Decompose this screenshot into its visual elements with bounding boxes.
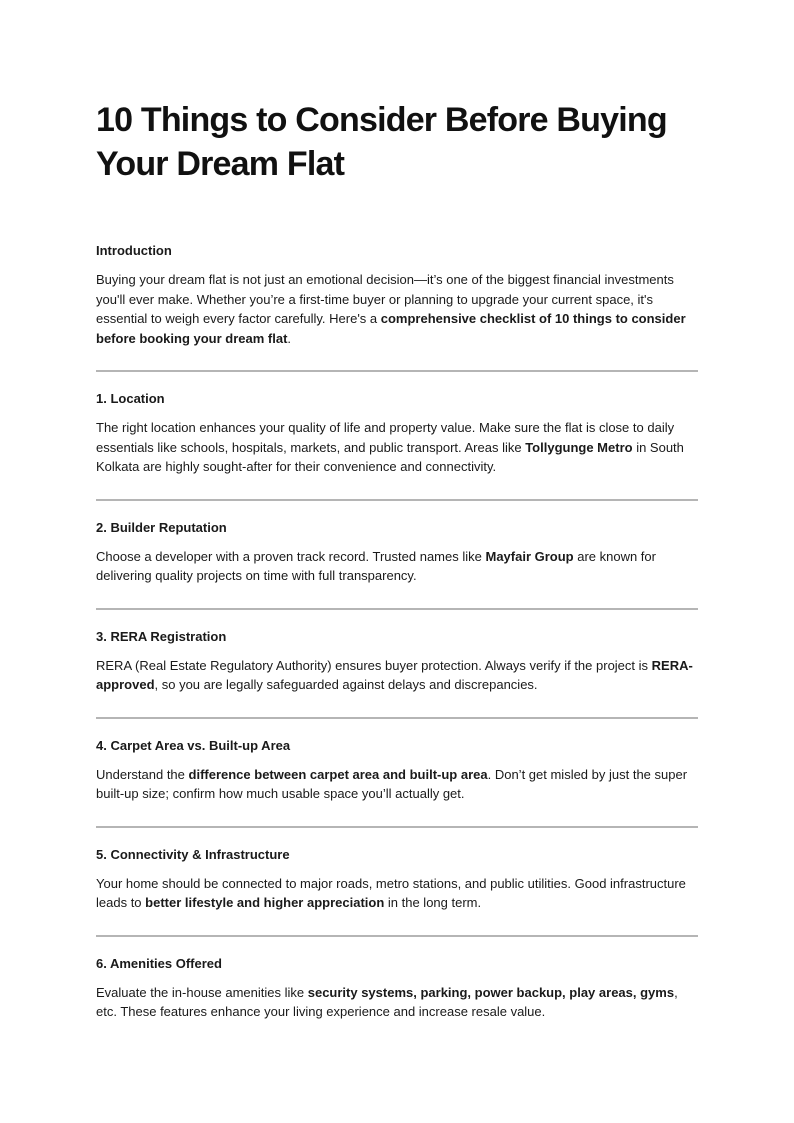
section-heading-rera-registration: 3. RERA Registration [96,628,227,644]
emphasis-text: Tollygunge Metro [525,439,633,455]
section-body-amenities: Evaluate the in-house amenities like security systems, parking, power backup, play areas, gyms, etc. These features enhance your living experience and increase resale value. [96,984,678,1019]
divider [96,826,698,828]
section-heading-location: 1. Location [96,391,165,406]
section-heading-builder-reputation: 2. Builder Reputation [96,519,227,535]
divider [96,608,698,610]
intro-heading: Introduction [96,243,172,258]
section-body-carpet-area: Understand the difference between carpet area and built-up area. Don’t get misled by just the super built-up size; confirm how much usable space you’ll actually get. [96,766,688,801]
document-page [96,98,698,1022]
section-body-location: The right location enhances your quality of life and property value. Make sure the flat is close to daily essentials like schools, hospitals, markets, and public transport. Areas like Tollygunge Metro in South Kolkata are highly sought-after for their convenience and connectivity. [96,420,684,474]
section-heading-amenities: 6. Amenities Offered [96,955,222,971]
emphasis-text: RERA-approved [96,657,693,692]
emphasis-text: Mayfair Group [485,548,574,564]
emphasis-text: security systems, parking, power backup, play areas, gyms [307,984,675,1000]
divider [96,370,698,372]
section-body-builder-reputation: Choose a developer with a proven track record. Trusted names like Mayfair Group are known for delivering quality projects on time with full transparency. [96,548,656,583]
page-title: 10 Things to Consider Before Buying Your Dream Flat [96,101,667,183]
divider [96,717,698,719]
intro-paragraph: Buying your dream flat is not just an emotional decision—it’s one of the biggest financial investments you'll ever make. Whether you’re a first-time buyer or planning to upgrade your current space, it's essential to weigh every factor carefully. Here's a comprehensive checklist of 10 things to consider before booking your dream flat. [96,272,686,346]
divider [96,935,698,937]
emphasis-text: better lifestyle and higher appreciation [145,895,385,910]
emphasis-text: difference between carpet area and built-up area [188,766,488,782]
divider [96,499,698,501]
section-heading-connectivity: 5. Connectivity & Infrastructure [96,846,290,862]
emphasis-text: comprehensive checklist of 10 things to consider before booking your dream flat [96,311,686,346]
section-body-rera-registration: RERA (Real Estate Regulatory Authority) ensures buyer protection. Always verify if the project is RERA-approved, so you are legally safeguarded against delays and discrepancies. [96,657,693,692]
section-body-connectivity: Your home should be connected to major roads, metro stations, and public utilities. Good infrastructure leads to better lifestyle and higher appreciation in the long term. [96,875,686,910]
section-heading-carpet-area: 4. Carpet Area vs. Built-up Area [96,737,291,753]
